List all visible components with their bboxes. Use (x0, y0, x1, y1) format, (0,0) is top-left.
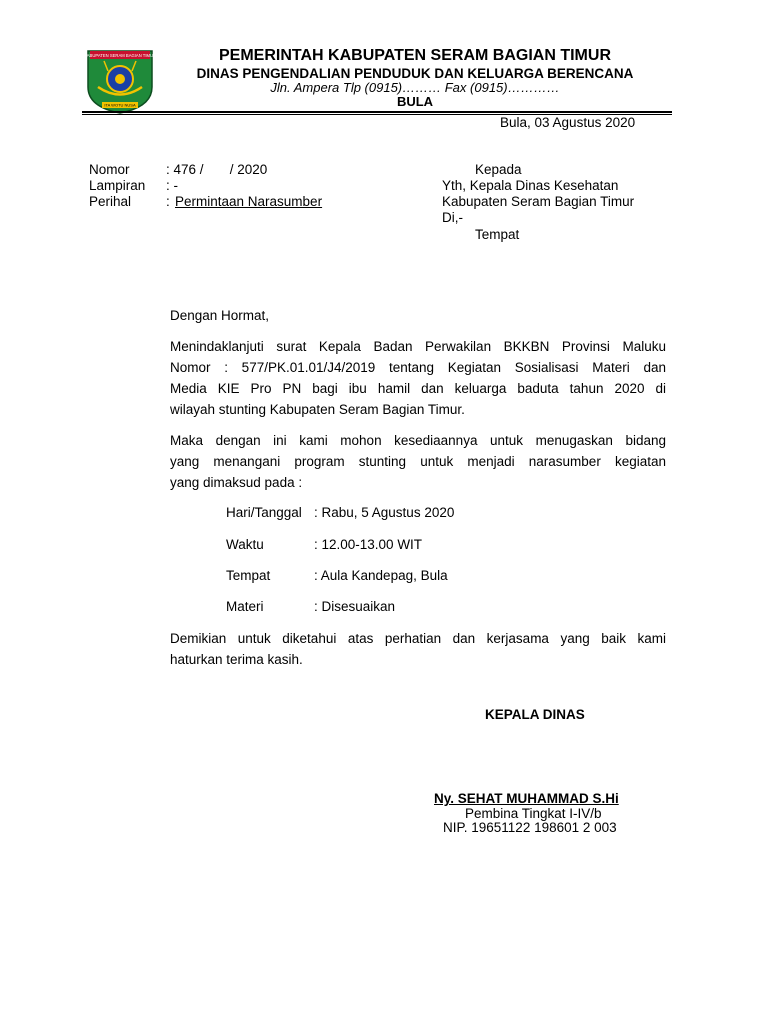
paragraph-line: wilayah stunting Kabupaten Seram Bagian Timur. (170, 402, 465, 417)
letterhead-rule-thick (82, 111, 672, 113)
detail-label-time: Waktu (226, 537, 264, 552)
recipient-di: Di,- (442, 210, 463, 225)
letter-date: Bula, 03 Agustus 2020 (500, 115, 636, 130)
meta-label-lampiran: Lampiran (89, 178, 146, 193)
salutation: Dengan Hormat, (170, 308, 270, 323)
paragraph-line: Demikian untuk diketahui atas perhatian dan kerjasama yang baik kami (170, 631, 666, 646)
detail-value-material: : Disesuaikan (314, 599, 396, 614)
letterhead-department: DINAS PENGENDALIAN PENDUDUK DAN KELUARGA BERENCANA (196, 66, 634, 81)
detail-value-date: : Rabu, 5 Agustus 2020 (314, 505, 455, 520)
logo-motto: ITA WOTU NUSA (104, 102, 136, 108)
meta-label-nomor: Nomor (89, 162, 130, 177)
signature-title: KEPALA DINAS (485, 707, 585, 722)
signature-rank: Pembina Tingkat I-IV/b (465, 806, 602, 821)
recipient-yth: Yth, Kepala Dinas Kesehatan (442, 178, 619, 193)
detail-label-date: Hari/Tanggal (226, 505, 302, 520)
paragraph-line: Menindaklanjuti surat Kepala Badan Perwakilan BKKBN Provinsi Maluku (170, 339, 666, 354)
paragraph-line: haturkan terima kasih. (170, 652, 303, 667)
detail-value-place: : Aula Kandepag, Bula (314, 568, 448, 583)
detail-label-place: Tempat (226, 568, 271, 583)
letterhead-government: PEMERINTAH KABUPATEN SERAM BAGIAN TIMUR (219, 47, 611, 64)
signature-nip: NIP. 19651122 198601 2 003 (443, 820, 617, 835)
detail-label-material: Materi (226, 599, 264, 614)
meta-value-lampiran: : - (166, 178, 178, 193)
paragraph-intro (170, 336, 666, 420)
recipient-tempat: Tempat (475, 227, 520, 242)
meta-value-perihal: Permintaan Narasumber (175, 194, 323, 209)
paragraph-line: yang menangani program stunting untuk menjadi narasumber kegiatan (170, 454, 666, 469)
paragraph-closing (170, 628, 666, 670)
meta-perihal-colon: : (166, 194, 174, 209)
logo-text: KABUPATEN SERAM BAGIAN TIMUR (84, 53, 156, 58)
paragraph-line: Nomor : 577/PK.01.01/J4/2019 tentang Kegiatan Sosialisasi Materi dan (170, 360, 666, 375)
regency-emblem-logo (84, 47, 156, 115)
paragraph-line: Media KIE Pro PN bagi ibu hamil dan keluarga baduta tahun 2020 di (170, 381, 666, 396)
paragraph-line: Maka dengan ini kami mohon kesediaannya untuk menugaskan bidang (170, 433, 666, 448)
meta-value-nomor: : 476 / / 2020 (166, 162, 268, 177)
meta-label-perihal: Perihal (89, 194, 132, 209)
letterhead-city: BULA (396, 94, 434, 109)
paragraph-line: yang dimaksud pada : (170, 475, 303, 490)
recipient-kepada: Kepada (475, 162, 522, 177)
signature-name: Ny. SEHAT MUHAMMAD S.Hi (434, 791, 619, 806)
recipient-regency: Kabupaten Seram Bagian Timur (442, 194, 635, 209)
letterhead-address: Jln. Ampera Tlp (0915)……… Fax (0915)………… (270, 80, 560, 95)
paragraph-request (170, 430, 666, 493)
detail-value-time: : 12.00-13.00 WIT (314, 537, 423, 552)
